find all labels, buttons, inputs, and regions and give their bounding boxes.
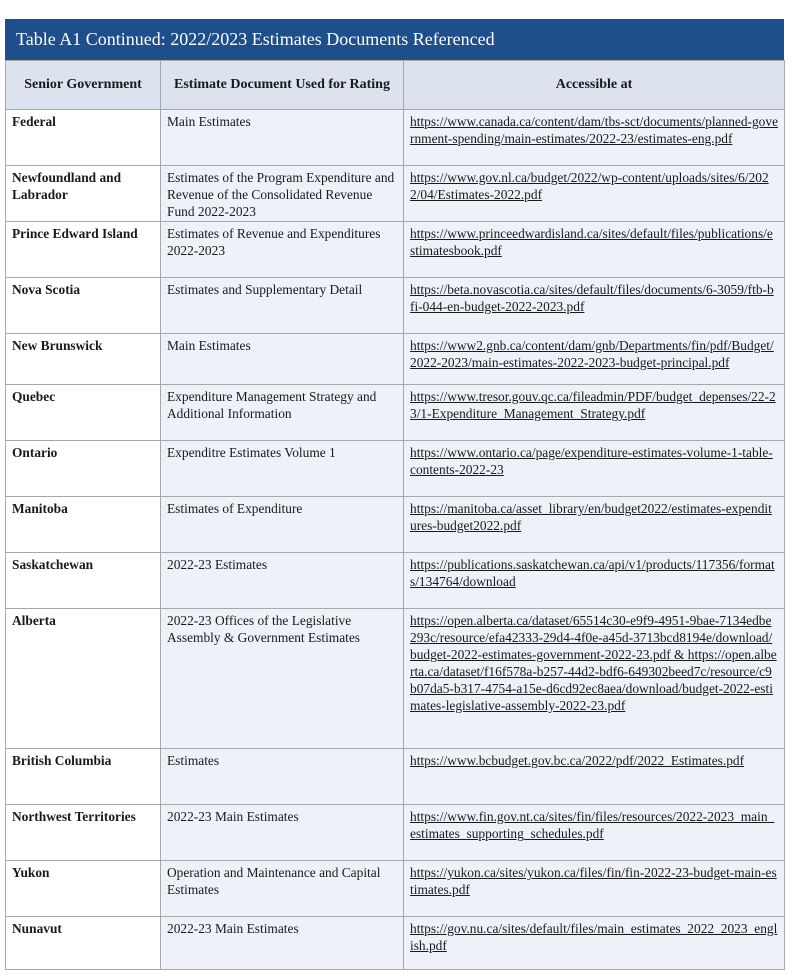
document-cell: Main Estimates bbox=[161, 110, 404, 166]
document-cell: 2022-23 Estimates bbox=[161, 553, 404, 609]
document-cell: 2022-23 Main Estimates bbox=[161, 805, 404, 861]
document-cell: Expenditure Management Strategy and Additional Information bbox=[161, 385, 404, 441]
header-url: Accessible at bbox=[404, 61, 785, 110]
table-row bbox=[6, 441, 785, 497]
government-cell: Nunavut bbox=[6, 917, 161, 970]
table-row bbox=[6, 278, 785, 334]
government-cell: Prince Edward Island bbox=[6, 222, 161, 278]
government-cell: Manitoba bbox=[6, 497, 161, 553]
document-link[interactable]: https://www.bcbudget.gov.bc.ca/2022/pdf/2022_Estimates.pdf bbox=[410, 753, 745, 768]
document-cell: 2022-23 Main Estimates bbox=[161, 917, 404, 970]
table-row bbox=[6, 609, 785, 749]
header-document: Estimate Document Used for Rating bbox=[161, 61, 404, 110]
document-cell: Estimates of Revenue and Expenditures 2022-2023 bbox=[161, 222, 404, 278]
government-cell: Ontario bbox=[6, 441, 161, 497]
table-row bbox=[6, 222, 785, 278]
table-row bbox=[6, 497, 785, 553]
document-cell: Operation and Maintenance and Capital Estimates bbox=[161, 861, 404, 917]
document-link[interactable]: https://yukon.ca/sites/yukon.ca/files/fin/fin-2022-23-budget-main-estimates.pdf bbox=[410, 865, 777, 897]
government-cell: Alberta bbox=[6, 609, 161, 749]
document-link[interactable]: https://www.fin.gov.nt.ca/sites/fin/files/resources/2022-2023_main_estimates_supporting_schedules.pdf bbox=[410, 809, 775, 841]
document-link[interactable]: https://gov.nu.ca/sites/default/files/main_estimates_2022_2023_english.pdf bbox=[410, 921, 778, 953]
document-cell: Estimates and Supplementary Detail bbox=[161, 278, 404, 334]
table-row bbox=[6, 110, 785, 166]
table-title: Table A1 Continued: 2022/2023 Estimates Documents Referenced bbox=[5, 19, 784, 60]
table-row bbox=[6, 553, 785, 609]
document-link[interactable]: https://www.canada.ca/content/dam/tbs-sct/documents/planned-government-spending/main-estimates/2022-23/estimates-eng.pdf bbox=[410, 114, 779, 146]
table-row bbox=[6, 805, 785, 861]
estimates-table-container bbox=[5, 19, 784, 970]
government-cell: Saskatchewan bbox=[6, 553, 161, 609]
document-link[interactable]: https://beta.novascotia.ca/sites/default/files/documents/6-3059/ftb-bfi-044-en-budget-2022-2023.pdf bbox=[410, 282, 774, 314]
document-link[interactable]: https://www2.gnb.ca/content/dam/gnb/Departments/fin/pdf/Budget/2022-2023/main-estimates-2022-2023-budget-principal.pdf bbox=[410, 338, 774, 370]
document-link[interactable]: https://publications.saskatchewan.ca/api/v1/products/117356/formats/134764/download bbox=[410, 557, 775, 589]
document-cell: Estimates bbox=[161, 749, 404, 805]
government-cell: Federal bbox=[6, 110, 161, 166]
government-cell: Quebec bbox=[6, 385, 161, 441]
document-cell: Estimates of the Program Expenditure and Revenue of the Consolidated Revenue Fund 2022-2023 bbox=[161, 166, 404, 222]
table-row bbox=[6, 166, 785, 222]
header-government: Senior Government bbox=[6, 61, 161, 110]
government-cell: British Columbia bbox=[6, 749, 161, 805]
table-row bbox=[6, 749, 785, 805]
document-link[interactable]: https://open.alberta.ca/dataset/65514c30-e9f9-4951-9bae-7134edbe293c/resource/efa42333-29d4-4f0e-a45d-3713bcd8194e/download/budget-2022-estimates-government-2022-23.pdf & https://open.alberta.ca/dataset/f16f578a-b257-44d2-bdf6-649302beed7c/resource/c9b07da5-b317-4754-a15e-d6cd92ec8aea/download/budget-2022-estimates-legislative-assembly-2022-23.pdf bbox=[410, 613, 777, 713]
table-row bbox=[6, 385, 785, 441]
document-cell: 2022-23 Offices of the Legislative Assembly & Government Estimates bbox=[161, 609, 404, 749]
document-cell: Expenditre Estimates Volume 1 bbox=[161, 441, 404, 497]
document-cell: Estimates of Expenditure bbox=[161, 497, 404, 553]
document-link[interactable]: https://www.princeedwardisland.ca/sites/default/files/publications/estimatesbook.pdf bbox=[410, 226, 773, 258]
table-row bbox=[6, 917, 785, 970]
document-cell: Main Estimates bbox=[161, 334, 404, 385]
document-link[interactable]: https://www.ontario.ca/page/expenditure-estimates-volume-1-table-contents-2022-23 bbox=[410, 445, 773, 477]
government-cell: Northwest Territories bbox=[6, 805, 161, 861]
document-link[interactable]: https://www.tresor.gouv.qc.ca/fileadmin/PDF/budget_depenses/22-23/1-Expenditure_Management_Strategy.pdf bbox=[410, 389, 776, 421]
document-link[interactable]: https://www.gov.nl.ca/budget/2022/wp-content/uploads/sites/6/2022/04/Estimates-2022.pdf bbox=[410, 170, 769, 202]
government-cell: New Brunswick bbox=[6, 334, 161, 385]
table-row bbox=[6, 334, 785, 385]
government-cell: Newfoundland and Labrador bbox=[6, 166, 161, 222]
estimates-table bbox=[5, 60, 785, 970]
header-row bbox=[6, 61, 785, 110]
government-cell: Yukon bbox=[6, 861, 161, 917]
document-link[interactable]: https://manitoba.ca/asset_library/en/budget2022/estimates-expenditures-budget2022.pdf bbox=[410, 501, 772, 533]
government-cell: Nova Scotia bbox=[6, 278, 161, 334]
table-row bbox=[6, 861, 785, 917]
